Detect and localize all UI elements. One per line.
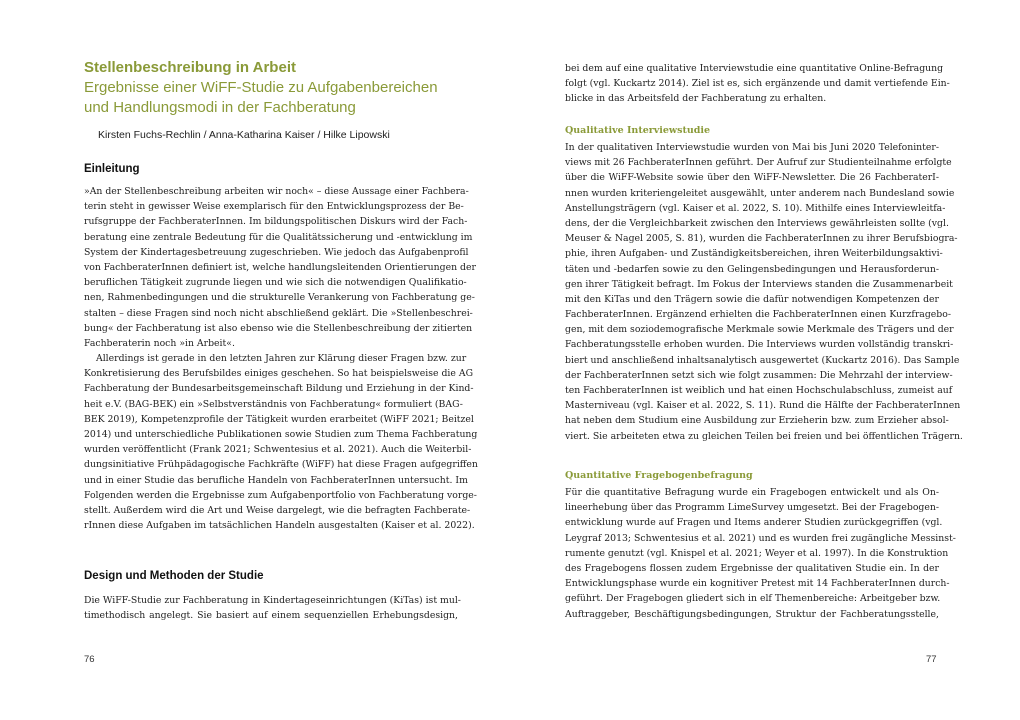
text-line: Die WiFF-Studie zur Fachberatung in Kindertageseinrichtungen (KiTas) ist mul- [84, 595, 461, 606]
text-line: des Fragebogens flossen zudem Ergebnisse der qualitativen Studie ein. In der [565, 562, 939, 574]
text-line: der FachberaterInnen setzt sich wie folgt zusammen: Die Mehrzahl der interview- [565, 369, 953, 381]
text-line: Fachberatungsstelle erhoben wurden. Die Interviews wurden vollständig transkri- [565, 339, 954, 351]
text-line: dungsinitiative Frühpädagogische Fachkräfte (WiFF) hat diese Fragen aufgegriffen [84, 459, 478, 471]
right-page [510, 0, 1020, 720]
text-line: phie, ihren Aufgaben- und Zuständigkeitsbereichen, ihren Weiterbildungsaktivi- [565, 248, 943, 260]
article-subtitle-line: Ergebnisse einer WiFF-Studie zu Aufgabenbereichen [84, 79, 438, 96]
text-line: viert. Sie arbeiteten etwa zu gleichen Teilen bei freien und bei öffentlichen Trägern. [565, 430, 963, 442]
text-line: In der qualitativen Interviewstudie wurden von Mai bis Juni 2020 Telefoninter- [565, 142, 939, 153]
text-line: dens, der die Vergleichbarkeit zwischen den Interviews gewährleisten sollte (vgl. [565, 217, 949, 229]
authors: Kirsten Fuchs-Rechlin / Anna-Katharina Kaiser / Hilke Lipowski [98, 129, 390, 141]
text-line: heit e.V. (BAG-BEK) ein »Selbstverständnis von Fachberatung« formuliert (BAG- [84, 398, 463, 410]
text-line: 2014) und unterschiedliche Publikationen sowie Studien zum Thema Fachberatung [84, 429, 478, 440]
text-line: rumente genutzt (vgl. Knispel et al. 2021; Weyer et al. 1997). In die Konstruktion [565, 547, 949, 559]
text-line: folgt (vgl. Kuckartz 2014). Ziel ist es, sich ergänzende und damit vertiefende Ein- [565, 78, 950, 90]
article-title: Stellenbeschreibung in Arbeit [84, 59, 296, 76]
text-line: Konkretisierung des Berufsbildes einiges geschehen. So hat beispielsweise die AG [84, 368, 473, 380]
text-line: Fachberaterin noch »in Arbeit«. [84, 337, 235, 349]
design-paragraph [84, 593, 461, 623]
text-line: biert und anschließend inhaltsanalytisch ausgewertet (Kuckartz 2016). Das Sample [565, 354, 960, 366]
text-line: FachberaterInnen. Ergänzend erhielten die FachberaterInnen einen Kurzfragebo- [565, 309, 951, 321]
text-line: stellt. Außerdem wird die Art und Weise dargelegt, wie die befragten Fachberate- [84, 504, 471, 516]
text-line: geführt. Der Fragebogen gliedert sich in elf Themenbereiche: Arbeitgeber bzw. [565, 593, 941, 605]
text-line: bung« der Fachberatung ist also ebenso wie die Stellenbeschreibung der zitierten [84, 322, 473, 334]
text-line: Auftraggeber, Beschäftigungsbedingungen, Struktur der Fachberatungsstelle, [565, 608, 939, 620]
text-line: gen ihrer Tätigkeit befragt. Im Fokus der Interviews standen die Zusammenarbeit [565, 278, 953, 290]
text-line: timethodisch angelegt. Sie basiert auf einem sequenziellen Erhebungsdesign, [84, 610, 458, 622]
text-line: views mit 26 FachberaterInnen geführt. Der Aufruf zur Studienteilnahme erfolgte [565, 157, 952, 169]
text-line: Entwicklungsphase wurde ein kognitiver Pretest mit 14 FachberaterInnen durch- [565, 578, 950, 590]
text-line: Folgenden werden die Ergebnisse zum Aufgabenportfolio von Fachberatung vorge- [84, 489, 477, 501]
text-line: entwicklung wurde auf Fragen und Items anderer Studien zurückgegriffen (vgl. [565, 517, 943, 529]
text-line: rInnen diese Aufgaben im tatsächlichen Handeln ausgestalten (Kaiser et al. 2022). [84, 520, 475, 532]
text-line: über die WiFF-Website sowie über den WiFF-Newsletter. Die 26 FachberaterI- [565, 172, 939, 184]
subheading-qualitative: Qualitative Interviewstudie [565, 125, 711, 136]
text-line: nen, Rahmenbedingungen und die strukturelle Verankerung von Fachberatung ge- [84, 292, 475, 304]
text-line: beruflichen Tätigkeit zugrunde liegen und wie sich die notwendigen Qualifikatio- [84, 277, 467, 289]
text-line: System der Kindertagesbetreuung zugeschrieben. Wie jedoch das Aufgabenprofil [84, 246, 469, 258]
continued-paragraph [565, 61, 950, 107]
text-line: ten FachberaterInnen ist weiblich und hat einen Hochschulabschluss, zumeist auf [565, 385, 953, 396]
text-line: stalten – diese Fragen sind noch nicht abschließend geklärt. Die »Stellenbeschrei- [84, 307, 473, 319]
text-line: Masterniveau (vgl. Kaiser et al. 2022, S. 11). Rund die Hälfte der FachberaterInnen [565, 400, 961, 412]
intro-paragraphs [84, 184, 478, 533]
text-line: lineerhebung über das Programm LimeSurvey umgesetzt. Bei der Fragebogen- [565, 502, 939, 514]
text-line: gen, mit dem soziodemografische Merkmale sowie Merkmale des Trägers und der [565, 324, 954, 336]
subheading-quantitative: Quantitative Fragebogenbefragung [565, 470, 753, 481]
section-heading-design: Design und Methoden der Studie [84, 570, 264, 582]
quantitative-paragraph [565, 485, 956, 622]
text-line: bei dem auf eine qualitative Interviewstudie eine quantitative Online-Befragung [565, 63, 944, 74]
text-line: BEK 2019), Kompetenzprofile der Tätigkeit wurden erarbeitet (WiFF 2021; Beitzel [84, 413, 474, 425]
text-line: hat neben dem Studium eine Ausbildung zur Erzieherin bzw. zum Erzieher absol- [565, 415, 949, 427]
text-line: mit den KiTas und den Trägern sowie die dafür notwendigen Kompetenzen der [565, 293, 939, 305]
text-line: Fachberatung der Bundesarbeitsgemeinschaft Bildung und Erziehung in der Kind- [84, 383, 474, 395]
text-line: Anstellungsträgern (vgl. Kaiser et al. 2022, S. 10). Mithilfe eines Interviewleitfa- [565, 202, 946, 214]
page-number-left: 76 [84, 654, 95, 665]
page-number-right: 77 [926, 654, 937, 665]
text-line: täten und -bedarfen sowie zu den Gelingensbedingungen und Herausforderun- [565, 263, 939, 275]
text-line: nnen wurden kriteriengeleitet ausgewählt, unter anderem nach Bundesland sowie [565, 187, 955, 199]
text-line: rufsgruppe der FachberaterInnen. Im bildungspolitischen Diskurs wird der Fach- [84, 216, 468, 228]
section-heading-einleitung: Einleitung [84, 163, 140, 175]
article-title-block [84, 58, 484, 118]
text-line: »An der Stellenbeschreibung arbeiten wir noch« – diese Aussage einer Fachbera- [84, 186, 469, 197]
text-line: Meuser & Nagel 2005, S. 81), wurden die FachberaterInnen zu ihrer Berufsbiogra- [565, 233, 958, 245]
text-line: blicke in das Arbeitsfeld der Fachberatung zu erhalten. [565, 93, 827, 105]
text-line: Allerdings ist gerade in den letzten Jahren zur Klärung dieser Fragen bzw. zur [96, 353, 467, 365]
text-line: von FachberaterInnen definiert ist, welche handlungsleitenden Orientierungen der [84, 261, 476, 273]
text-line: Leygraf 2013; Schwentesius et al. 2021) und es wurden frei zugängliche Messinst- [565, 532, 956, 544]
text-line: wurden veröffentlicht (Frank 2021; Schwentesius et al. 2021). Auch die Weiterbil- [84, 444, 472, 456]
text-line: Für die quantitative Befragung wurde ein Fragebogen entwickelt und als On- [565, 487, 939, 498]
text-line: und in einer Studie das berufliche Handeln von FachberaterInnen untersucht. Im [84, 474, 468, 486]
qualitative-paragraph [565, 140, 963, 444]
text-line: terin steht in gewisser Weise exemplarisch für den Entwicklungsprozess der Be- [84, 201, 464, 213]
text-line: beratung eine zentrale Bedeutung für die Qualitätssicherung und -entwicklung im [84, 231, 473, 243]
article-subtitle-line: und Handlungsmodi in der Fachberatung [84, 99, 356, 116]
